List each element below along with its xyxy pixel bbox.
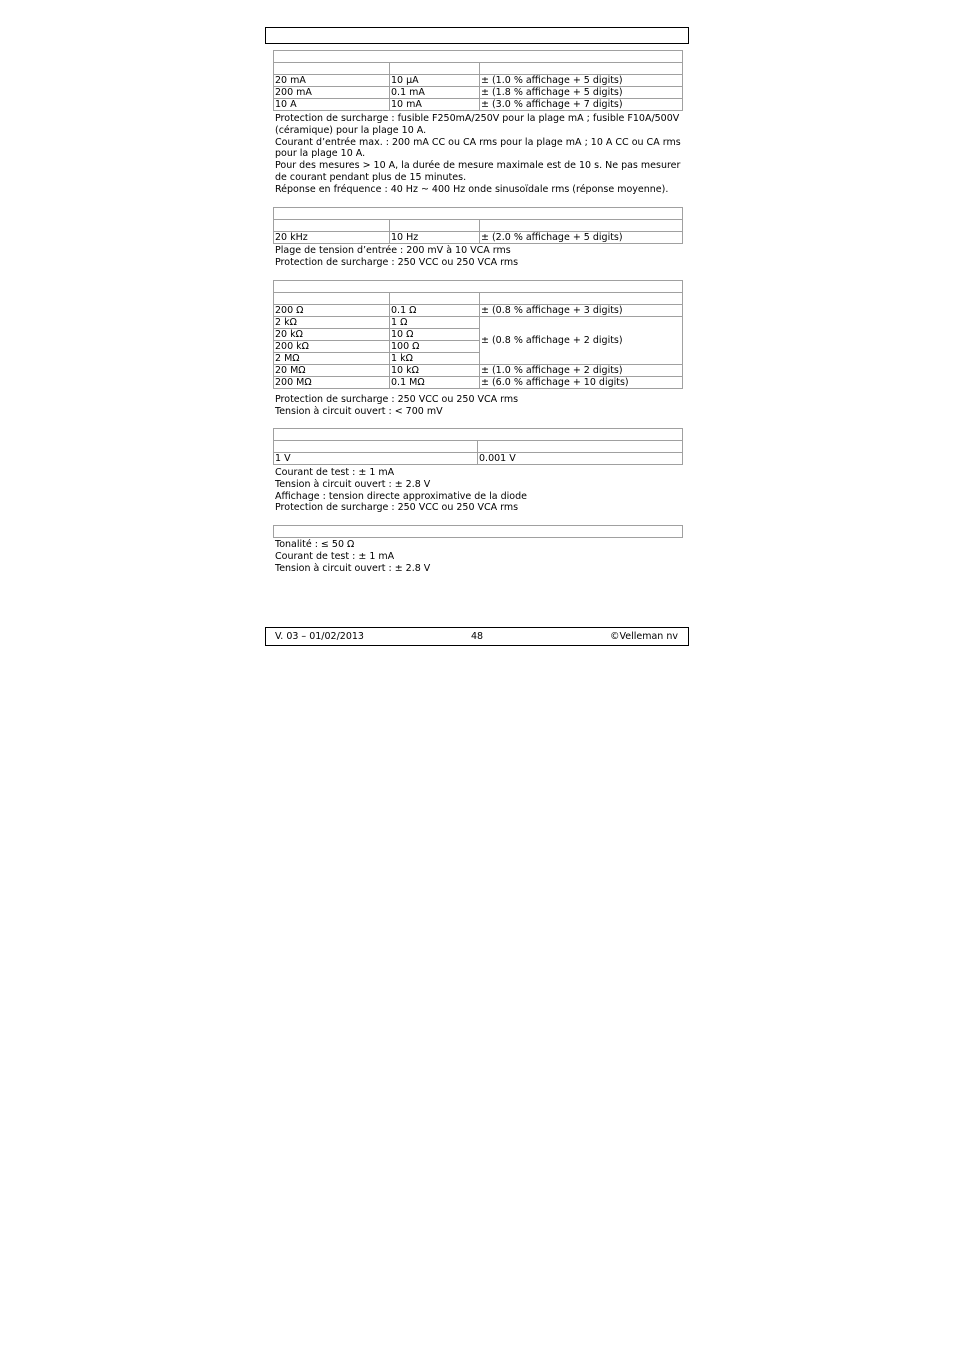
table-title-row: [274, 526, 683, 538]
range-cell: 20 MΩ: [274, 365, 390, 377]
accuracy-cell: ± (0.8 % affichage + 2 digits): [480, 317, 683, 365]
resolution-cell: 0.1 Ω: [390, 305, 480, 317]
table-row: [274, 317, 683, 329]
continuity-spec-table: [273, 525, 683, 538]
resolution-cell: 10 Hz: [390, 232, 480, 244]
table-header-row: [274, 441, 683, 453]
continuity-notes: [275, 539, 685, 574]
note-line: Tension à circuit ouvert : < 700 mV: [275, 405, 443, 417]
resolution-cell: 100 Ω: [390, 341, 480, 353]
note-line: Protection de surcharge : 250 VCC ou 250 VCA rms: [275, 502, 519, 514]
range-cell: 200 mA: [274, 87, 390, 99]
note-line: Affichage : tension directe approximative de la diode: [275, 490, 527, 502]
resolution-cell: 10 µA: [390, 75, 480, 87]
range-cell: 20 kΩ: [274, 329, 390, 341]
resolution-cell: 10 kΩ: [390, 365, 480, 377]
note-line: Protection de surcharge : fusible F250mA/250V pour la plage mA ; fusible F10A/500V (céramique) pour la plage 10 A.: [275, 113, 680, 136]
accuracy-cell: ± (1.0 % affichage + 5 digits): [480, 75, 683, 87]
table-title-row: [274, 51, 683, 63]
range-cell: 2 kΩ: [274, 317, 390, 329]
table-row: [274, 232, 683, 244]
table-row: [274, 305, 683, 317]
table-row: [274, 99, 683, 111]
note-line: Courant d’entrée max. : 200 mA CC ou CA rms pour la plage mA ; 10 A CC ou CA rms pour la plage 10 A.: [275, 136, 681, 160]
accuracy-cell: ± (2.0 % affichage + 5 digits): [480, 232, 683, 244]
accuracy-cell: ± (6.0 % affichage + 10 digits): [480, 377, 683, 389]
resolution-cell: 0.1 MΩ: [390, 377, 480, 389]
note-line: Tension à circuit ouvert : ± 2.8 V: [275, 478, 431, 490]
resolution-cell: 0.1 mA: [390, 87, 480, 99]
note-line: Pour des mesures > 10 A, la durée de mesure maximale est de 10 s. Ne pas mesurer de courant pendant plus de 15 minutes.: [275, 160, 681, 183]
current-notes: [275, 113, 685, 196]
table-row: [274, 453, 683, 465]
range-cell: 20 mA: [274, 75, 390, 87]
note-line: Tonalité : ≤ 50 Ω: [275, 539, 355, 550]
resolution-cell: 10 mA: [390, 99, 480, 111]
accuracy-cell: ± (3.0 % affichage + 7 digits): [480, 99, 683, 111]
resolution-cell: 1 Ω: [390, 317, 480, 329]
resolution-cell: 10 Ω: [390, 329, 480, 341]
accuracy-cell: ± (1.0 % affichage + 2 digits): [480, 365, 683, 377]
table-row: [274, 75, 683, 87]
accuracy-cell: ± (1.8 % affichage + 5 digits): [480, 87, 683, 99]
footer-copyright: ©Velleman nv: [610, 631, 678, 642]
table-header-row: [274, 63, 683, 75]
frequency-spec-table: [273, 207, 683, 244]
note-line: Protection de surcharge : 250 VCC ou 250 VCA rms: [275, 256, 519, 268]
table-row: [274, 87, 683, 99]
table-header-row: [274, 293, 683, 305]
footer-page-number: 48: [471, 631, 484, 642]
note-line: Protection de surcharge : 250 VCC ou 250 VCA rms: [275, 394, 519, 405]
range-cell: 20 kHz: [274, 232, 390, 244]
note-line: Tension à circuit ouvert : ± 2.8 V: [275, 562, 431, 574]
table-title-row: [274, 281, 683, 293]
resistance-notes: [275, 394, 685, 418]
resolution-cell: 1 kΩ: [390, 353, 480, 365]
range-cell: 2 MΩ: [274, 353, 390, 365]
accuracy-cell: ± (0.8 % affichage + 3 digits): [480, 305, 683, 317]
footer-version: V. 03 – 01/02/2013: [275, 631, 364, 642]
range-cell: 200 MΩ: [274, 377, 390, 389]
note-line: Réponse en fréquence : 40 Hz ~ 400 Hz onde sinusoïdale rms (réponse moyenne).: [275, 183, 669, 195]
range-cell: 10 A: [274, 99, 390, 111]
table-row: [274, 365, 683, 377]
resistance-spec-table: [273, 280, 683, 389]
table-title-row: [274, 429, 683, 441]
resolution-cell: 0.001 V: [478, 453, 683, 465]
table-row: [274, 377, 683, 389]
table-header-row: [274, 220, 683, 232]
note-line: Courant de test : ± 1 mA: [275, 467, 395, 478]
page-header-box: [265, 27, 689, 44]
diode-notes: [275, 467, 685, 514]
table-title-row: [274, 208, 683, 220]
range-cell: 200 kΩ: [274, 341, 390, 353]
range-cell: 200 Ω: [274, 305, 390, 317]
current-spec-table: [273, 50, 683, 111]
page-footer: [265, 627, 689, 646]
note-line: Plage de tension d’entrée : 200 mV à 10 VCA rms: [275, 245, 511, 256]
diode-spec-table: [273, 428, 683, 465]
frequency-notes: [275, 245, 685, 269]
range-cell: 1 V: [274, 453, 478, 465]
note-line: Courant de test : ± 1 mA: [275, 550, 395, 562]
